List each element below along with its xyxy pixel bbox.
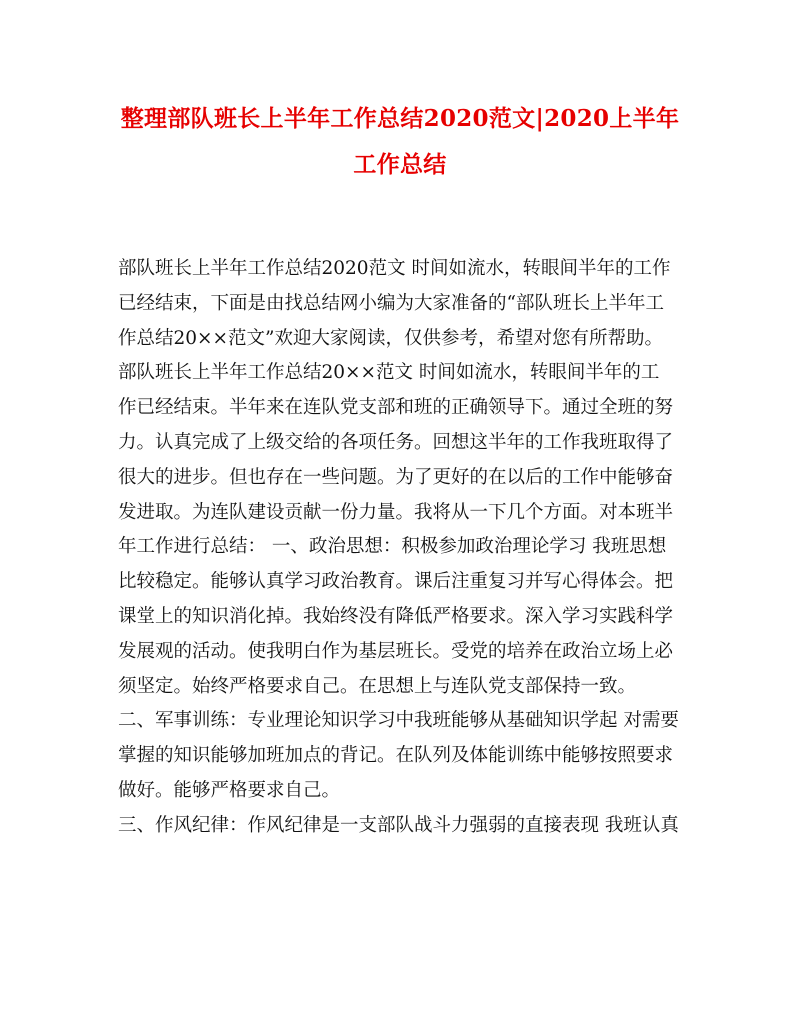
body-line: 部队班长上半年工作总结20××范文 时间如流水，转眼间半年的工	[118, 362, 660, 384]
body-line: 比较稳定。能够认真学习政治教育。课后注重复习并写心得体会。把	[118, 571, 674, 593]
body-line: 作总结20××范文”欢迎大家阅读，仅供参考，希望对您有所帮助。	[118, 327, 664, 349]
body-line: 课堂上的知识消化掉。我始终没有降低严格要求。深入学习实践科学	[118, 605, 674, 627]
body-line: 二、军事训练：专业理论知识学习中我班能够从基础知识学起 对需要	[118, 710, 679, 732]
document-body	[118, 252, 690, 844]
body-line: 发展观的活动。使我明白作为基层班长。受党的培养在政治立场上必	[118, 640, 674, 662]
body-line: 很大的进步。但也存在一些问题。为了更好的在以后的工作中能够奋	[118, 466, 674, 488]
body-line: 做好。能够严格要求自己。	[118, 779, 341, 801]
body-line: 三、作风纪律：作风纪律是一支部队战斗力强弱的直接表现 我班认真	[118, 814, 679, 836]
body-line: 已经结束，下面是由找总结网小编为大家准备的“部队班长上半年工	[118, 292, 664, 314]
title-line-1: 整理部队班长上半年工作总结2020范文|2020上半年	[120, 105, 680, 132]
title-line-2: 工作总结	[353, 151, 447, 178]
body-line: 部队班长上半年工作总结2020范文 时间如流水，转眼间半年的工作	[118, 258, 671, 279]
body-line: 掌握的知识能够加班加点的背记。在队列及体能训练中能够按照要求	[118, 745, 674, 767]
body-line: 发进取。为连队建设贡献一份力量。我将从一下几个方面。对本班半	[118, 501, 674, 523]
body-line: 作已经结束。半年来在连队党支部和班的正确领导下。通过全班的努	[118, 397, 674, 419]
body-line: 须坚定。始终严格要求自己。在思想上与连队党支部保持一致。	[118, 675, 637, 697]
body-line: 力。认真完成了上级交给的各项任务。回想这半年的工作我班取得了	[118, 431, 674, 453]
document-title	[110, 96, 690, 188]
body-line: 年工作进行总结： 一、政治思想：积极参加政治理论学习 我班思想	[118, 536, 667, 558]
